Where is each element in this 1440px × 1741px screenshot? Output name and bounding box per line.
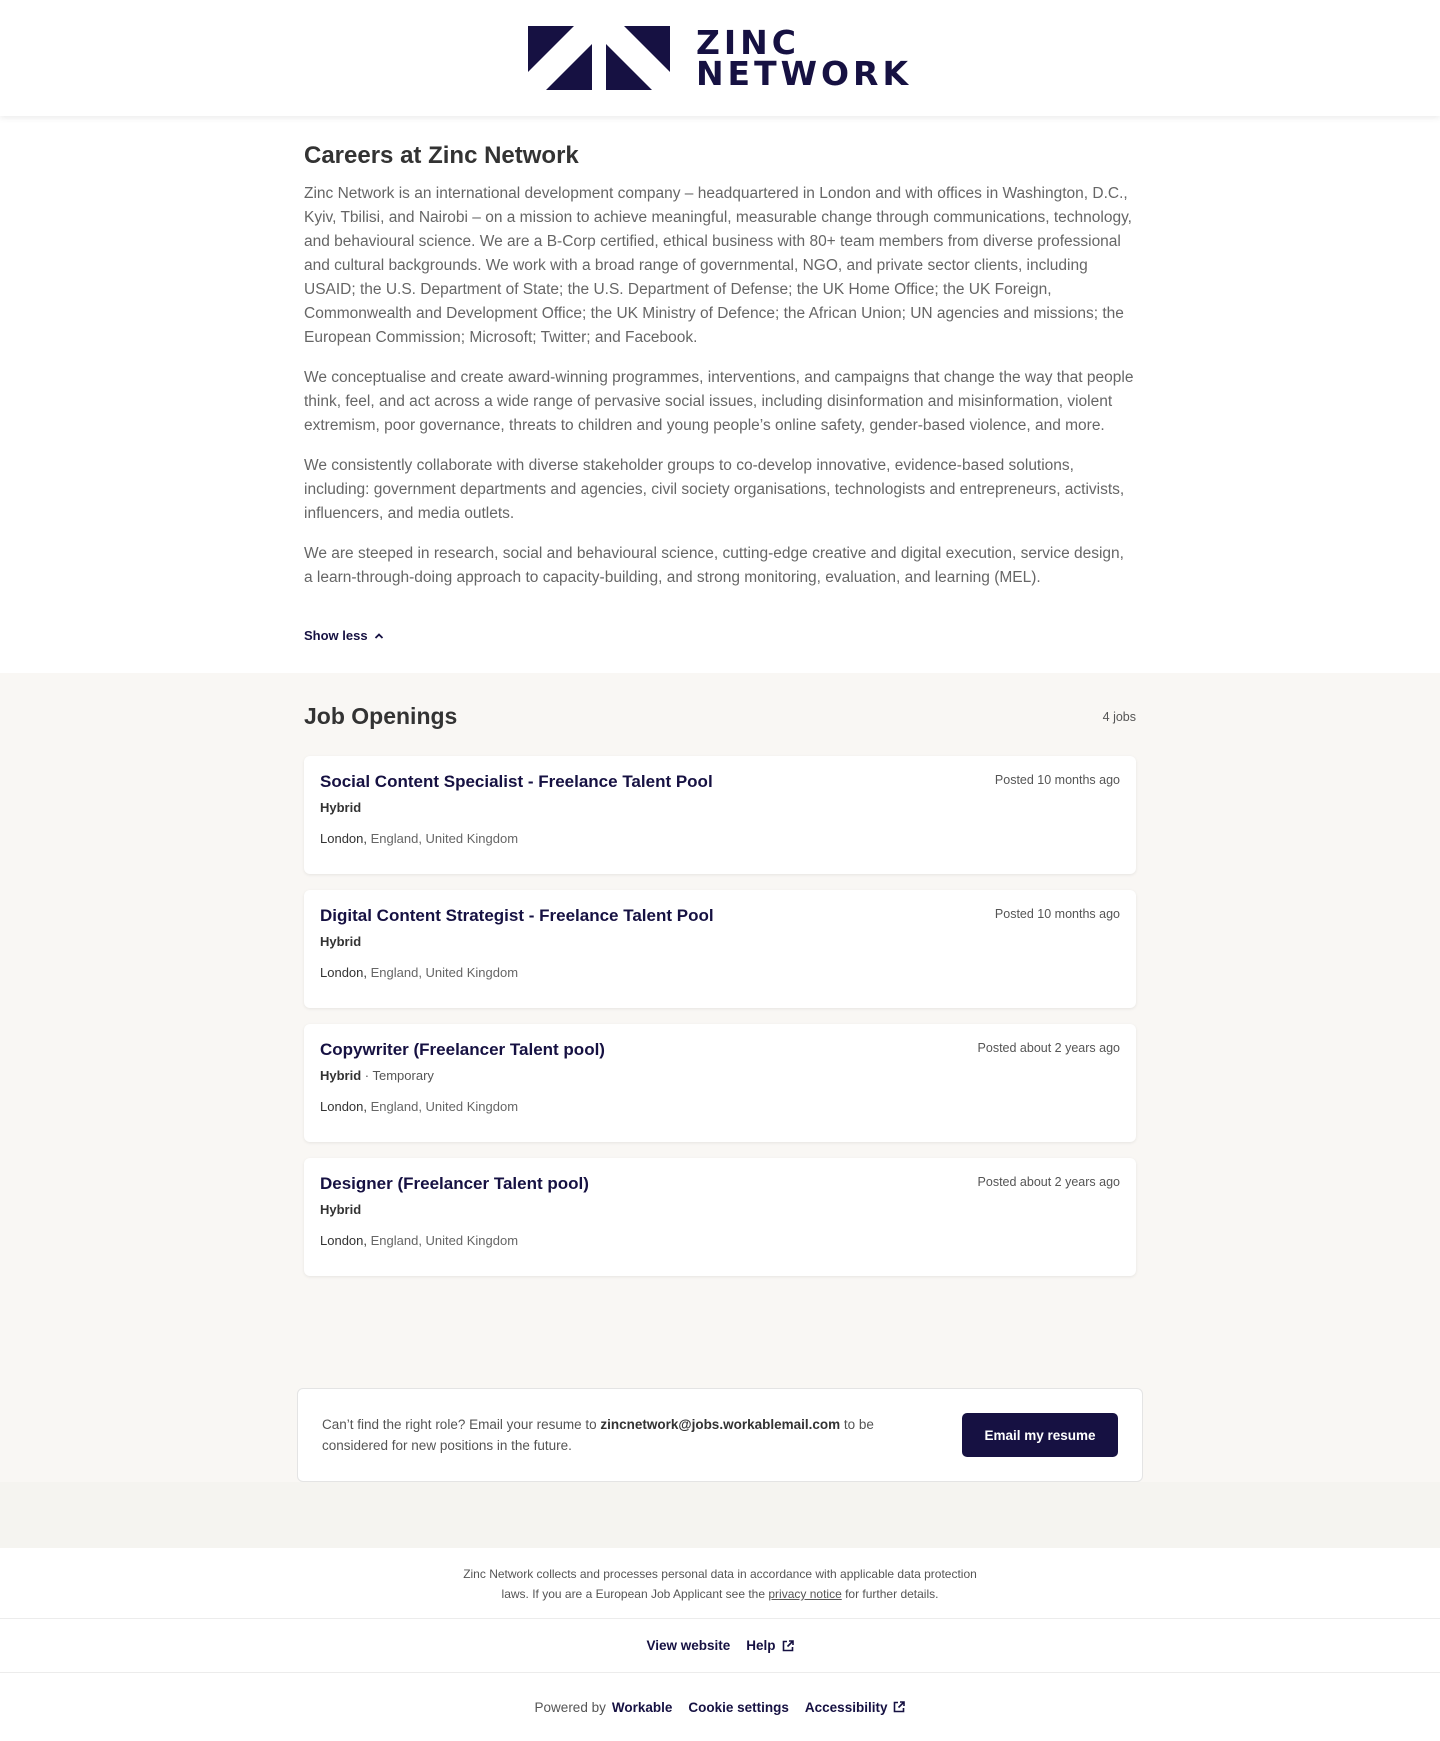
powered-by-label: Powered by — [534, 1699, 606, 1715]
job-card[interactable] — [304, 890, 1136, 1008]
footer-gap-band — [0, 1482, 1440, 1548]
view-website-link[interactable]: View website — [646, 1638, 731, 1653]
job-posted-date: Posted 10 months ago — [994, 773, 1120, 787]
zinc-logo-mark-icon — [528, 26, 670, 90]
job-openings-heading: Job Openings — [304, 703, 458, 729]
cta-email: zincnetwork@jobs.workablemail.com — [600, 1417, 841, 1432]
job-posted-date: Posted about 2 years ago — [977, 1175, 1120, 1189]
job-workplace: Hybrid — [320, 934, 362, 949]
job-region: England, United Kingdom — [367, 831, 519, 846]
jobs-count: 4 jobs — [1102, 709, 1136, 724]
cta-text-before: Can’t find the right role? Email your resume to — [322, 1417, 601, 1432]
show-less-button[interactable] — [304, 628, 384, 643]
job-region: England, United Kingdom — [367, 965, 519, 980]
workable-link: Workable — [611, 1699, 673, 1715]
logo-text-line1: ZINC — [695, 23, 800, 62]
site-header — [0, 0, 1440, 116]
resume-cta-box — [297, 1388, 1143, 1482]
about-section — [0, 116, 1440, 673]
email-my-resume-button[interactable]: Email my resume — [962, 1413, 1118, 1457]
cta-text — [322, 1414, 902, 1456]
about-paragraph-2: We conceptualise and create award-winning programmes, interventions, and campaigns that change the way that people think, feel, and act across a wide range of pervasive social issues, including disinformation and misinformation, violent extremism, poor governance, threats to children and young people’s online safety, gender-based violence, and more. — [304, 369, 1134, 434]
external-link-icon — [782, 1640, 794, 1652]
job-openings-section — [0, 673, 1440, 1388]
about-paragraph-1: Zinc Network is an international development company – headquartered in London and with offices in Washington, D.C., Kyiv, Tbilisi, and Nairobi – on a mission to achieve meaningful, measurable change through communications, technology, and behavioural science. We are a B-Corp certified, ethical business with 80+ team members from diverse professional and cultural backgrounds. We work with a broad range of governmental, NGO, and private sector clients, including USAID; the U.S. Department of State; the U.S. Department of Defense; the UK Home Office; the UK Foreign, Commonwealth and Development Office; the UK Ministry of Defence; the African Union; UN agencies and missions; the European Commission; Microsoft; Twitter; and Facebook. — [304, 185, 1132, 346]
job-posted-date: Posted 10 months ago — [994, 907, 1120, 921]
job-region: England, United Kingdom — [367, 1099, 519, 1114]
footer-bottom — [0, 1673, 1440, 1741]
job-city: London, — [320, 1099, 367, 1114]
privacy-note — [0, 1548, 1440, 1619]
cookie-settings-link[interactable]: Cookie settings — [688, 1699, 789, 1715]
privacy-note-line2-after: for further details. — [841, 1587, 939, 1601]
company-logo[interactable] — [528, 23, 913, 93]
privacy-note-line1: Zinc Network collects and processes personal data in accordance with applicable data protection — [463, 1567, 977, 1581]
job-workplace: Hybrid — [320, 1202, 362, 1217]
help-label: Help — [746, 1638, 776, 1653]
site-footer — [0, 1548, 1440, 1741]
about-paragraph-4: We are steeped in research, social and behavioural science, cutting-edge creative and digital execution, service design, a learn-through-doing approach to capacity-building, and strong monitoring, evaluation, and learning (MEL). — [304, 545, 1124, 586]
job-type: · Temporary — [361, 1068, 434, 1083]
cta-text-after: to be considered for new positions in the future. — [322, 1417, 874, 1453]
accessibility-label: Accessibility — [804, 1699, 888, 1715]
job-region: England, United Kingdom — [367, 1233, 519, 1248]
accessibility-link[interactable] — [805, 1700, 906, 1715]
job-posted-date: Posted about 2 years ago — [977, 1041, 1120, 1055]
job-workplace: Hybrid — [320, 800, 362, 815]
job-city: London, — [320, 831, 367, 846]
privacy-note-line2-before: laws. If you are a European Job Applicant see the — [501, 1587, 769, 1601]
job-title[interactable]: Designer (Freelancer Talent pool) — [320, 1174, 589, 1193]
job-card[interactable] — [304, 1024, 1136, 1142]
about-paragraph-3: We consistently collaborate with diverse stakeholder groups to co-develop innovative, evidence-based solutions, including: government departments and agencies, civil society organisations, technologists and entrepreneurs, activists, influencers, and media outlets. — [304, 457, 1125, 522]
job-workplace: Hybrid — [320, 1068, 362, 1083]
external-link-icon — [893, 1701, 905, 1713]
logo-text-line2: NETWORK — [695, 54, 913, 93]
show-less-label: Show less — [304, 628, 368, 643]
job-title[interactable]: Digital Content Strategist - Freelance Talent Pool — [320, 906, 714, 925]
chevron-up-icon — [374, 631, 384, 641]
footer-links — [0, 1619, 1440, 1673]
job-card[interactable] — [304, 1158, 1136, 1276]
job-title[interactable]: Social Content Specialist - Freelance Talent Pool — [320, 772, 713, 791]
job-city: London, — [320, 965, 367, 980]
cta-wrapper — [0, 1388, 1440, 1482]
help-link[interactable] — [746, 1638, 793, 1653]
job-title[interactable]: Copywriter (Freelancer Talent pool) — [320, 1040, 605, 1059]
powered-by[interactable] — [535, 1700, 673, 1715]
job-city: London, — [320, 1233, 367, 1248]
job-card[interactable] — [304, 756, 1136, 874]
page-title: Careers at Zinc Network — [304, 142, 579, 169]
privacy-notice-link[interactable]: privacy notice — [768, 1587, 842, 1601]
